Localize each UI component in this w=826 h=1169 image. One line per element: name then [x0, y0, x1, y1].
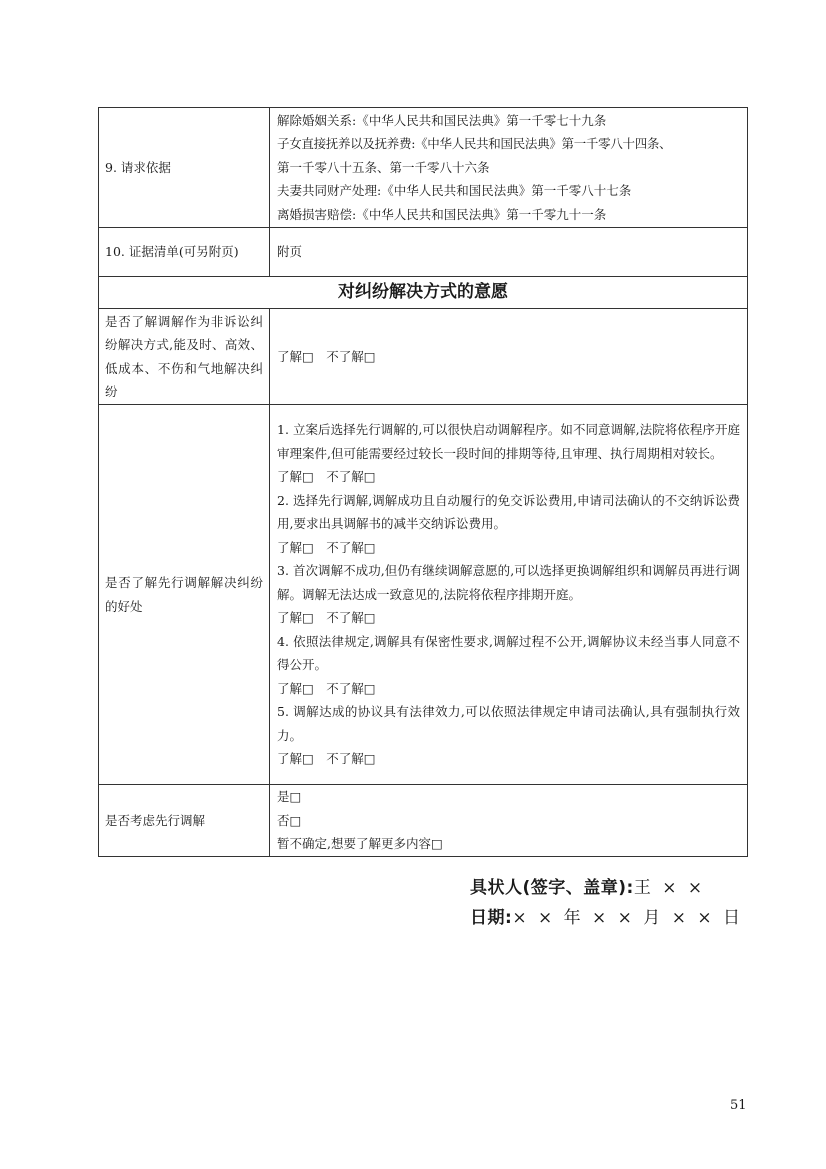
row-request-basis: [99, 108, 748, 228]
row-consider-pre-mediation: [99, 785, 748, 857]
benefit-item-text: 1. 立案后选择先行调解的,可以很快启动调解程序。如不同意调解,法院将依程序开庭审理案件,但可能需要经过较长一段时间的排期等待,且审理、执行周期相对较长。: [277, 422, 740, 461]
signature-line: [470, 873, 705, 898]
basis-line: 子女直接抚养以及抚养费:《中华人民共和国民法典》第一千零八十四条、: [277, 136, 672, 152]
benefit-item-answer[interactable]: 了解□ 不了解□: [277, 751, 376, 767]
signature-label: 具状人(签字、盖章):: [470, 878, 634, 898]
benefit-item-text: 2. 选择先行调解,调解成功且自动履行的免交诉讼费用,申请司法确认的不交纳诉讼费用,要求出具调解书的减半交纳诉讼费用。: [277, 492, 740, 532]
benefit-item-answer[interactable]: 了解□ 不了解□: [277, 680, 376, 696]
evidence-list-value: 附页: [270, 228, 748, 277]
row-evidence-list: [99, 228, 748, 277]
request-basis-content: [270, 108, 748, 228]
pre-mediation-benefits-content: [270, 405, 748, 785]
basis-line: 夫妻共同财产处理:《中华人民共和国民法典》第一千零八十七条: [277, 183, 632, 199]
benefit-item-text: 5. 调解达成的协议具有法律效力,可以依照法律规定申请司法确认,具有强制执行效力。: [277, 704, 740, 743]
pre-mediation-benefits-label: 是否了解先行调解解决纠纷的好处: [99, 405, 270, 785]
benefit-item-text: 3. 首次调解不成功,但仍有继续调解意愿的,可以选择更换调解组织和调解员再进行调解。调解无法达成一致意见的,法院将依程序排期开庭。: [277, 563, 740, 602]
row-mediation-awareness: [99, 309, 748, 405]
benefit-item-answer[interactable]: 了解□ 不了解□: [277, 610, 376, 626]
row-section-title: [99, 277, 748, 309]
date-value: × × 年 × × 月 × × 日: [512, 908, 744, 928]
basis-line: 解除婚姻关系:《中华人民共和国民法典》第一千零七十九条: [277, 112, 607, 128]
evidence-list-label: 10. 证据清单(可另附页): [99, 228, 270, 277]
mediation-awareness-label: 是否了解调解作为非诉讼纠纷解决方式,能及时、高效、低成本、不伤和气地解决纠纷: [99, 309, 270, 405]
basis-line: 离婚损害赔偿:《中华人民共和国民法典》第一千零九十一条: [277, 206, 607, 222]
complaint-form-table: [98, 107, 748, 857]
consider-pre-mediation-options: [270, 785, 748, 857]
mediation-awareness-answer[interactable]: 了解□ 不了解□: [270, 309, 748, 405]
basis-line: 第一千零八十五条、第一千零八十六条: [277, 159, 490, 175]
signature-value: 王 × ×: [633, 878, 706, 898]
row-pre-mediation-benefits: [99, 405, 748, 785]
section-title: 对纠纷解决方式的意愿: [99, 277, 748, 309]
date-line: [470, 903, 743, 928]
option-undecided[interactable]: 暂不确定,想要了解更多内容□: [277, 836, 443, 852]
benefit-item-answer[interactable]: 了解□ 不了解□: [277, 469, 376, 485]
option-yes[interactable]: 是□: [277, 789, 302, 805]
benefit-item-answer[interactable]: 了解□ 不了解□: [277, 539, 376, 555]
consider-pre-mediation-label: 是否考虑先行调解: [99, 785, 270, 857]
date-label: 日期:: [470, 908, 513, 928]
request-basis-label: 9. 请求依据: [99, 108, 270, 228]
benefit-item-text: 4. 依照法律规定,调解具有保密性要求,调解过程不公开,调解协议未经当事人同意不得公开。: [277, 633, 740, 673]
page-number: 51: [730, 1098, 747, 1113]
option-no[interactable]: 否□: [277, 812, 302, 828]
